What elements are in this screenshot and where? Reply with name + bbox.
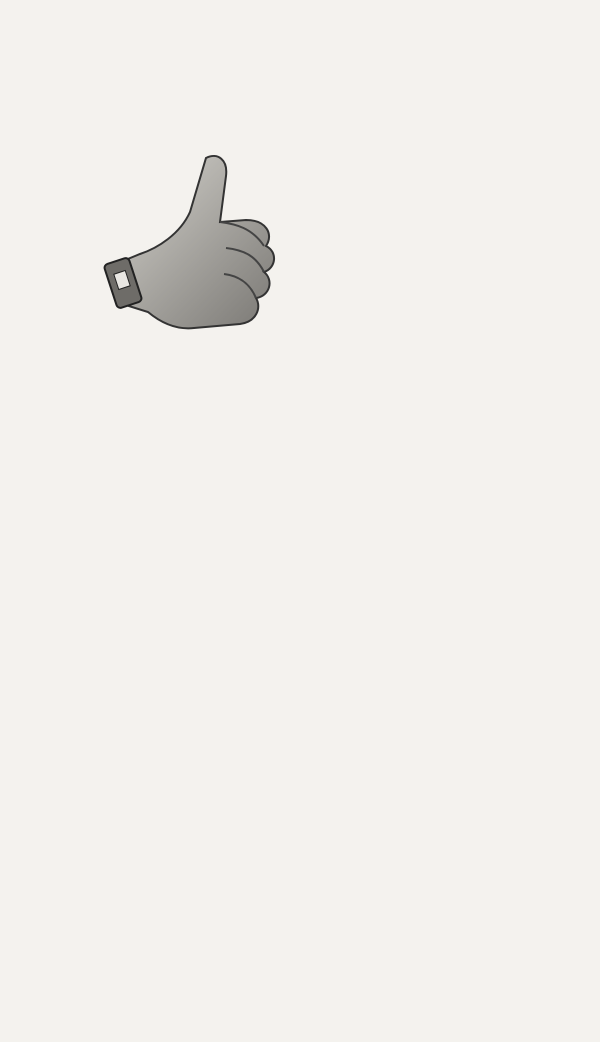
thumbs-up-image xyxy=(96,150,296,350)
